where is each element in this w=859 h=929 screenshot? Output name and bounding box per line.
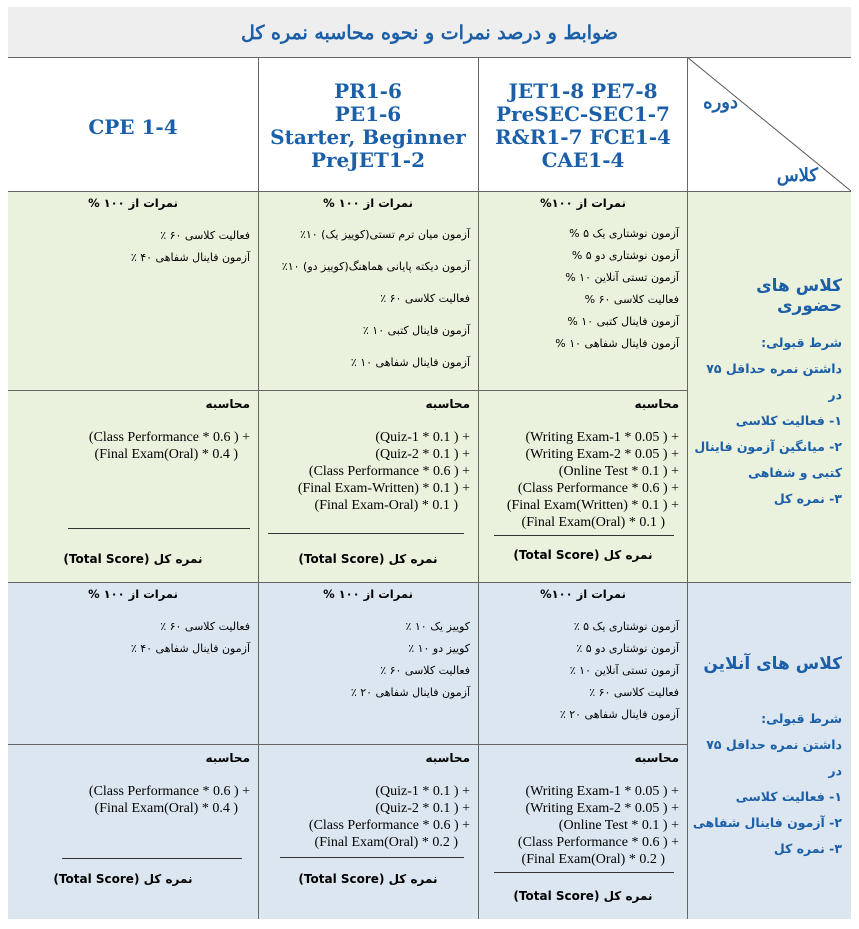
list-item: آزمون میان ترم تستی(کوییز یک) ۱۰٪: [299, 228, 470, 241]
header-col2-line: PreJET1-2: [310, 148, 426, 172]
list-item: فعالیت کلاسی ۶۰ ٪: [380, 664, 470, 677]
formula-line: (Final Exam(Oral) * 0.4 ): [94, 801, 238, 816]
list-item: آزمون فاینال شفاهی ۴۰ ٪: [130, 642, 250, 655]
online-col3-formula: [10, 783, 250, 817]
list-item: آزمون تستی آنلاین ۱۰ ٪: [569, 664, 679, 677]
online-col3-items: [10, 620, 250, 664]
online-col3-total: نمره کل (Total Score): [53, 872, 193, 886]
list-item: آزمون نوشتاری دو ۵ ٪: [576, 642, 679, 655]
list-item: فعالیت کلاسی ۶۰ ٪: [160, 620, 250, 633]
header-col1-line: PreSEC-SEC1-7: [496, 102, 670, 126]
online-label: کلاس های آنلاین: [703, 654, 842, 674]
inperson-col3-calc-title: محاسبه: [205, 397, 250, 411]
inperson-conditions: [690, 330, 842, 512]
inperson-col3-items: [10, 229, 250, 273]
header-diagonal: [687, 57, 851, 191]
header-dore: دوره: [703, 92, 738, 113]
formula-line: (Final Exam(Written) * 0.1 ) +: [506, 498, 679, 513]
formula-line: (Writing Exam-1 * 0.05 ) +: [525, 430, 679, 445]
online-col3-calc-title: محاسبه: [205, 751, 250, 765]
header-col3: CPE 1-4: [88, 115, 178, 139]
inperson-col2-calc-title: محاسبه: [425, 397, 470, 411]
formula-line: (Final Exam(Oral) * 0.4 ): [94, 447, 238, 462]
inperson-col3-formula: [10, 429, 250, 463]
header-col1-line: CAE1-4: [541, 148, 625, 172]
condition-line: داشتن نمره حداقل ۷۵ در: [706, 737, 842, 778]
formula-line: (Final Exam(Oral) * 0.1 ): [521, 515, 665, 530]
list-item: فعالیت کلاسی ۶۰ %: [584, 293, 679, 306]
separator-line: [494, 872, 674, 873]
separator-line: [62, 858, 242, 859]
formula-line: (Writing Exam-2 * 0.05 ) +: [525, 801, 679, 816]
header-col2: [258, 80, 478, 172]
inperson-col2-total: نمره کل (Total Score): [298, 552, 438, 566]
header-col1-line: JET1-8 PE7-8: [508, 79, 658, 103]
condition-line: ۱- فعالیت کلاسی: [735, 789, 842, 804]
formula-line: (Quiz-2 * 0.1 ) +: [375, 447, 470, 462]
formula-line: (Final Exam(Oral) * 0.2 ): [314, 835, 458, 850]
online-col2-total: نمره کل (Total Score): [298, 872, 438, 886]
list-item: آزمون فاینال شفاهی ۲۰ ٪: [350, 686, 470, 699]
online-col1-calc-title: محاسبه: [634, 751, 679, 765]
online-col2-pct-title: نمرات از ۱۰۰ %: [323, 587, 413, 601]
online-col2-formula: [260, 783, 470, 851]
page-title: ضوابط و درصد نمرات و نحوه محاسبه نمره کل: [8, 7, 851, 57]
list-item: آزمون فاینال شفاهی ۴۰ ٪: [130, 251, 250, 264]
separator-line: [494, 535, 674, 536]
header-kelas: کلاس: [776, 165, 818, 186]
online-col1-pct-title: نمرات از ۱۰۰%: [540, 587, 626, 601]
condition-line: کتبی و شفاهی: [748, 465, 842, 480]
inperson-col2-items: [260, 228, 470, 388]
formula-line: (Class Performance * 0.6 ) +: [88, 430, 250, 445]
inperson-col3-pct-title: نمرات از ۱۰۰ %: [88, 196, 178, 210]
online-col3-pct-title: نمرات از ۱۰۰ %: [88, 587, 178, 601]
list-item: آزمون فاینال شفاهی ۱۰ ٪: [350, 356, 470, 369]
online-col1-items: [479, 620, 679, 730]
formula-line: (Online Test * 0.1 ) +: [558, 464, 679, 479]
inperson-col3-total: نمره کل (Total Score): [63, 552, 203, 566]
online-col2-items: [260, 620, 470, 708]
formula-line: (Quiz-2 * 0.1 ) +: [375, 801, 470, 816]
list-item: آزمون نوشتاری یک ۵ ٪: [573, 620, 679, 633]
inperson-col2-pct-title: نمرات از ۱۰۰ %: [323, 196, 413, 210]
formula-line: (Writing Exam-2 * 0.05 ) +: [525, 447, 679, 462]
list-item: آزمون فاینال شفاهی ۲۰ ٪: [559, 708, 679, 721]
inperson-col1-total: نمره کل (Total Score): [513, 548, 653, 562]
list-item: آزمون نوشتاری دو ۵ %: [571, 249, 679, 262]
list-item: آزمون فاینال کتبی ۱۰ %: [567, 315, 679, 328]
condition-line: ۳- نمره کل: [773, 841, 842, 856]
header-col2-line: Starter, Beginner: [270, 125, 466, 149]
formula-line: (Online Test * 0.1 ) +: [558, 818, 679, 833]
list-item: کوییز دو ۱۰ ٪: [408, 642, 470, 655]
formula-line: (Class Performance * 0.6 ) +: [88, 784, 250, 799]
list-item: آزمون فاینال کتبی ۱۰ ٪: [362, 324, 470, 337]
list-item: آزمون نوشتاری یک ۵ %: [569, 227, 679, 240]
list-item: آزمون تستی آنلاین ۱۰ %: [565, 271, 679, 284]
formula-line: (Writing Exam-1 * 0.05 ) +: [525, 784, 679, 799]
formula-line: (Final Exam-Written) * 0.1 ) +: [297, 481, 470, 496]
condition-line: ۱- فعالیت کلاسی: [735, 413, 842, 428]
separator-line: [268, 533, 464, 534]
header-col1-line: R&R1-7 FCE1-4: [495, 125, 671, 149]
online-col2-calc-title: محاسبه: [425, 751, 470, 765]
formula-line: (Class Performance * 0.6 ) +: [517, 481, 679, 496]
inperson-col2-formula: [260, 429, 470, 514]
header-col2-line: PR1-6: [334, 79, 402, 103]
condition-line: ۲- آزمون فاینال شفاهی: [692, 815, 842, 830]
online-col1-total: نمره کل (Total Score): [513, 889, 653, 903]
list-item: آزمون فاینال شفاهی ۱۰ %: [555, 337, 679, 350]
list-item: فعالیت کلاسی ۶۰ ٪: [160, 229, 250, 242]
inperson-col1-pct-title: نمرات از ۱۰۰%: [540, 196, 626, 210]
online-col1-formula: [479, 783, 679, 868]
inperson-col1-formula: [479, 429, 679, 531]
condition-line: ۳- نمره کل: [773, 491, 842, 506]
list-item: فعالیت کلاسی ۶۰ ٪: [589, 686, 679, 699]
formula-line: (Quiz-1 * 0.1 ) +: [375, 784, 470, 799]
condition-line: ۲- میانگین آزمون فاینال: [694, 439, 842, 454]
header-col1: [479, 80, 687, 172]
formula-line: (Class Performance * 0.6 ) +: [517, 835, 679, 850]
inperson-col1-calc-title: محاسبه: [634, 397, 679, 411]
inperson-col1-items: [479, 227, 679, 359]
list-item: کوییز یک ۱۰ ٪: [405, 620, 470, 633]
formula-line: (Final Exam-Oral) * 0.1 ): [314, 498, 458, 513]
separator-line: [68, 528, 250, 529]
condition-title: شرط قبولی:: [761, 711, 842, 726]
list-item: آزمون دیکته پایانی هماهنگ(کوییز دو) ۱۰٪: [281, 260, 470, 273]
formula-line: (Quiz-1 * 0.1 ) +: [375, 430, 470, 445]
formula-line: (Final Exam(Oral) * 0.2 ): [521, 852, 665, 867]
list-item: فعالیت کلاسی ۶۰ ٪: [380, 292, 470, 305]
condition-line: داشتن نمره حداقل ۷۵ در: [706, 361, 842, 402]
inperson-label: کلاس های حضوری: [756, 276, 842, 316]
formula-line: (Class Performance * 0.6 ) +: [308, 818, 470, 833]
header-col2-line: PE1-6: [334, 102, 402, 126]
formula-line: (Class Performance * 0.6 ) +: [308, 464, 470, 479]
online-conditions: [690, 706, 842, 862]
separator-line: [280, 857, 464, 858]
condition-title: شرط قبولی:: [761, 335, 842, 350]
